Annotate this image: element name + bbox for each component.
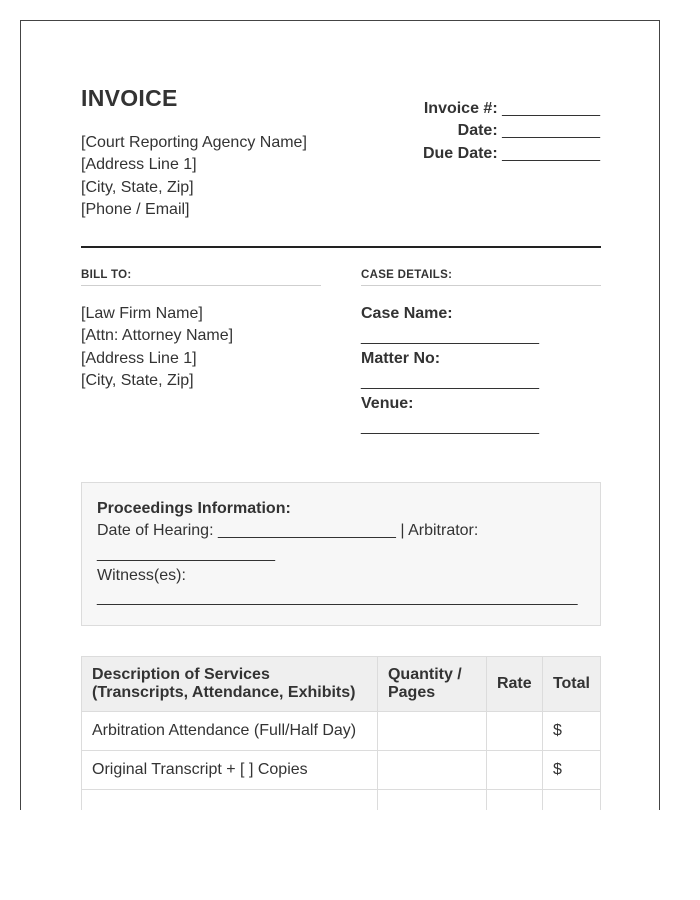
service-total: $ bbox=[542, 751, 600, 790]
attorney-name: [Attn: Attorney Name] bbox=[81, 327, 234, 345]
invoice-number-label: Invoice #: bbox=[423, 100, 498, 117]
service-description bbox=[82, 790, 378, 811]
invoice-number-field: ___________ bbox=[502, 100, 600, 117]
case-details-block bbox=[361, 303, 601, 439]
case-name-label: Case Name: bbox=[361, 305, 453, 322]
agency-contact: [Phone / Email] bbox=[81, 200, 190, 218]
col-rate-header: Rate bbox=[486, 657, 542, 712]
invoice-meta bbox=[423, 98, 600, 165]
matter-no-field: ____________________ bbox=[361, 372, 539, 390]
agency-city: [City, State, Zip] bbox=[81, 178, 194, 196]
col-quantity-header: Quantity / Pages bbox=[377, 657, 486, 712]
service-description: Original Transcript + [ ] Copies bbox=[82, 751, 378, 790]
invoice-date-label: Date: bbox=[457, 122, 498, 140]
agency-name: [Court Reporting Agency Name] bbox=[81, 134, 307, 151]
bill-to-label: BILL TO: bbox=[81, 269, 321, 286]
service-quantity bbox=[377, 712, 486, 751]
invoice-title: INVOICE bbox=[81, 85, 178, 111]
bill-to-block bbox=[81, 303, 233, 392]
due-date-row bbox=[423, 143, 600, 165]
invoice-page bbox=[20, 20, 660, 810]
due-date-field: ___________ bbox=[502, 144, 600, 162]
proceedings-heading: Proceedings Information: bbox=[97, 500, 291, 517]
table-row bbox=[82, 751, 601, 790]
agency-block bbox=[81, 132, 307, 221]
col-description-header: Description of Services (Transcripts, Attendance, Exhibits) bbox=[82, 657, 378, 712]
header-divider bbox=[81, 246, 601, 248]
invoice-date-field: ___________ bbox=[502, 122, 600, 140]
due-date-label: Due Date: bbox=[422, 144, 498, 162]
agency-address: [Address Line 1] bbox=[81, 156, 197, 174]
service-quantity bbox=[377, 790, 486, 811]
table-row bbox=[82, 790, 601, 811]
service-description: Arbitration Attendance (Full/Half Day) bbox=[82, 712, 378, 751]
venue-field: ____________________ bbox=[361, 417, 539, 435]
proceedings-box bbox=[81, 482, 601, 626]
col-total-header: Total bbox=[542, 657, 600, 712]
case-name-field: ____________________ bbox=[361, 327, 539, 345]
witness-field: ______________________________________________________ bbox=[97, 589, 578, 607]
case-details-label: CASE DETAILS: bbox=[361, 269, 601, 286]
service-quantity bbox=[377, 751, 486, 790]
bill-to-address: [Address Line 1] bbox=[81, 349, 197, 367]
service-total bbox=[542, 790, 600, 811]
service-rate bbox=[486, 790, 542, 811]
hearing-arbitrator-line: Date of Hearing: ____________________ | Arbitrator: ____________________ bbox=[97, 522, 479, 562]
invoice-number-row bbox=[423, 98, 600, 120]
service-rate bbox=[486, 751, 542, 790]
services-header-row bbox=[82, 657, 601, 712]
invoice-date-row bbox=[423, 120, 600, 142]
service-rate bbox=[486, 712, 542, 751]
service-total: $ bbox=[542, 712, 600, 751]
venue-label: Venue: bbox=[361, 395, 414, 413]
bill-to-city: [City, State, Zip] bbox=[81, 371, 194, 389]
witness-label: Witness(es): bbox=[97, 566, 186, 584]
law-firm-name: [Law Firm Name] bbox=[81, 305, 203, 322]
matter-no-label: Matter No: bbox=[361, 350, 441, 368]
services-table bbox=[81, 656, 601, 810]
table-row bbox=[82, 712, 601, 751]
